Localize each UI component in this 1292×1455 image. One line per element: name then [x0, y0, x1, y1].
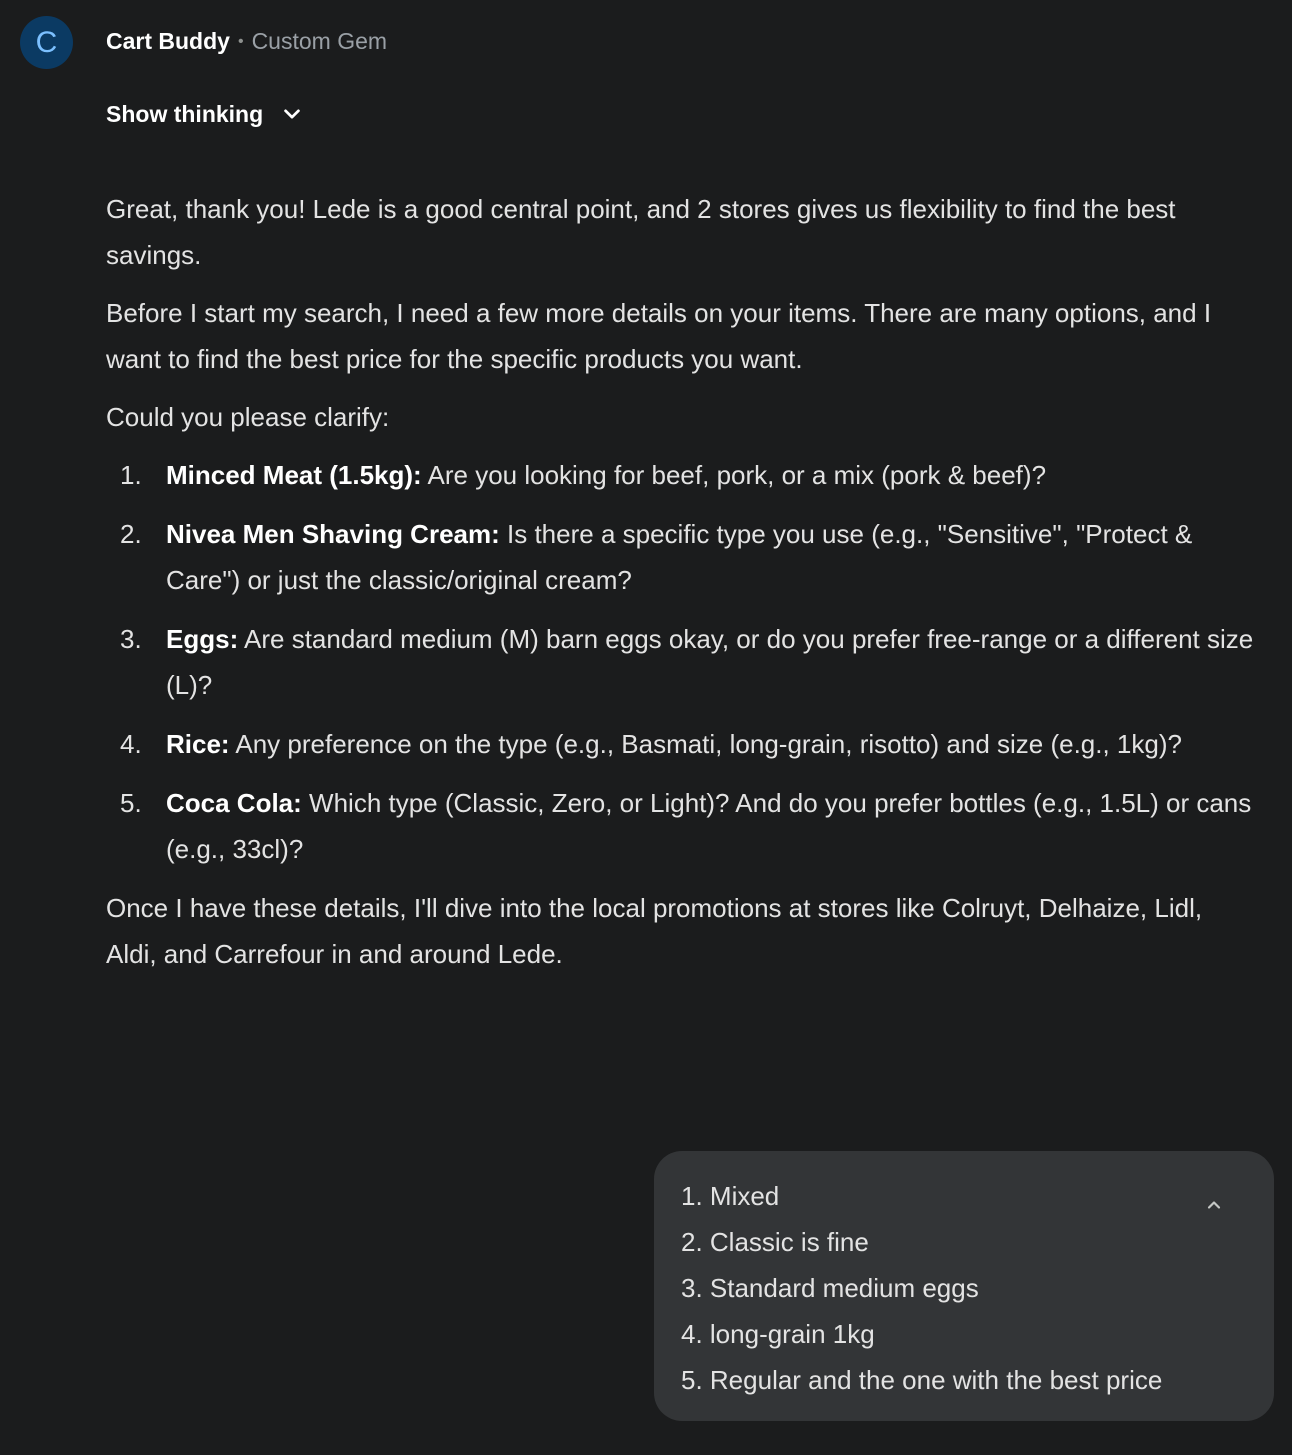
chevron-up-icon — [1204, 1195, 1224, 1215]
list-item-text: Is there a specific type you use (e.g., "Sensitive", "Protect & Care") or just the classic/original cream? — [166, 519, 1193, 595]
gem-header — [106, 26, 387, 60]
list-item-title: Rice: — [166, 729, 230, 759]
list-item — [106, 780, 1256, 872]
list-item-title: Nivea Men Shaving Cream: — [166, 519, 500, 549]
list-item-title: Minced Meat (1.5kg): — [166, 460, 422, 490]
list-item-text: Any preference on the type (e.g., Basmati, long-grain, risotto) and size (e.g., 1kg)? — [229, 729, 1182, 759]
response-prompt: Could you please clarify: — [106, 402, 390, 432]
response-details: Before I start my search, I need a few more details on your items. There are many options, and I want to find the best price for the specific products you want. — [106, 298, 1212, 374]
collapse-message-button[interactable] — [1196, 1187, 1232, 1223]
list-item-number: 2. — [120, 519, 142, 549]
user-message-line: 2. Classic is fine — [681, 1227, 869, 1257]
chevron-down-icon — [281, 103, 303, 125]
user-message-bubble — [654, 1151, 1274, 1421]
user-message-line: 3. Standard medium eggs — [681, 1273, 979, 1303]
list-item — [106, 511, 1256, 603]
list-item-title: Coca Cola: — [166, 788, 302, 818]
list-item-number: 5. — [120, 788, 142, 818]
list-item-text: Are standard medium (M) barn eggs okay, or do you prefer free-range or a different size (L)? — [166, 624, 1254, 700]
model-response — [106, 186, 1256, 989]
list-item-number: 1. — [120, 460, 142, 490]
list-item-number: 4. — [120, 729, 142, 759]
user-message-line: 4. long-grain 1kg — [681, 1319, 875, 1349]
header-separator: • — [237, 33, 244, 50]
list-item-text: Are you looking for beef, pork, or a mix (pork & beef)? — [421, 460, 1047, 490]
gem-name: Cart Buddy — [106, 28, 230, 54]
clarification-list — [106, 452, 1256, 872]
list-item — [106, 452, 1256, 498]
show-thinking-button[interactable] — [106, 98, 303, 130]
list-item — [106, 721, 1256, 767]
avatar — [20, 16, 73, 69]
show-thinking-label: Show thinking — [106, 101, 264, 127]
list-item — [106, 616, 1256, 708]
response-intro: Great, thank you! Lede is a good central point, and 2 stores gives us flexibility to find the best savings. — [106, 194, 1176, 270]
list-item-text: Which type (Classic, Zero, or Light)? And do you prefer bottles (e.g., 1.5L) or cans (e.g., 33cl)? — [166, 788, 1252, 864]
response-closing: Once I have these details, I'll dive into the local promotions at stores like Colruyt, Delhaize, Lidl, Aldi, and Carrefour in and around Lede. — [106, 893, 1203, 969]
user-message-line: 5. Regular and the one with the best price — [681, 1365, 1163, 1395]
avatar-letter: C — [35, 25, 58, 59]
gem-type: Custom Gem — [251, 28, 388, 54]
list-item-number: 3. — [120, 624, 142, 654]
list-item-title: Eggs: — [166, 624, 239, 654]
user-message-line: 1. Mixed — [681, 1181, 780, 1211]
